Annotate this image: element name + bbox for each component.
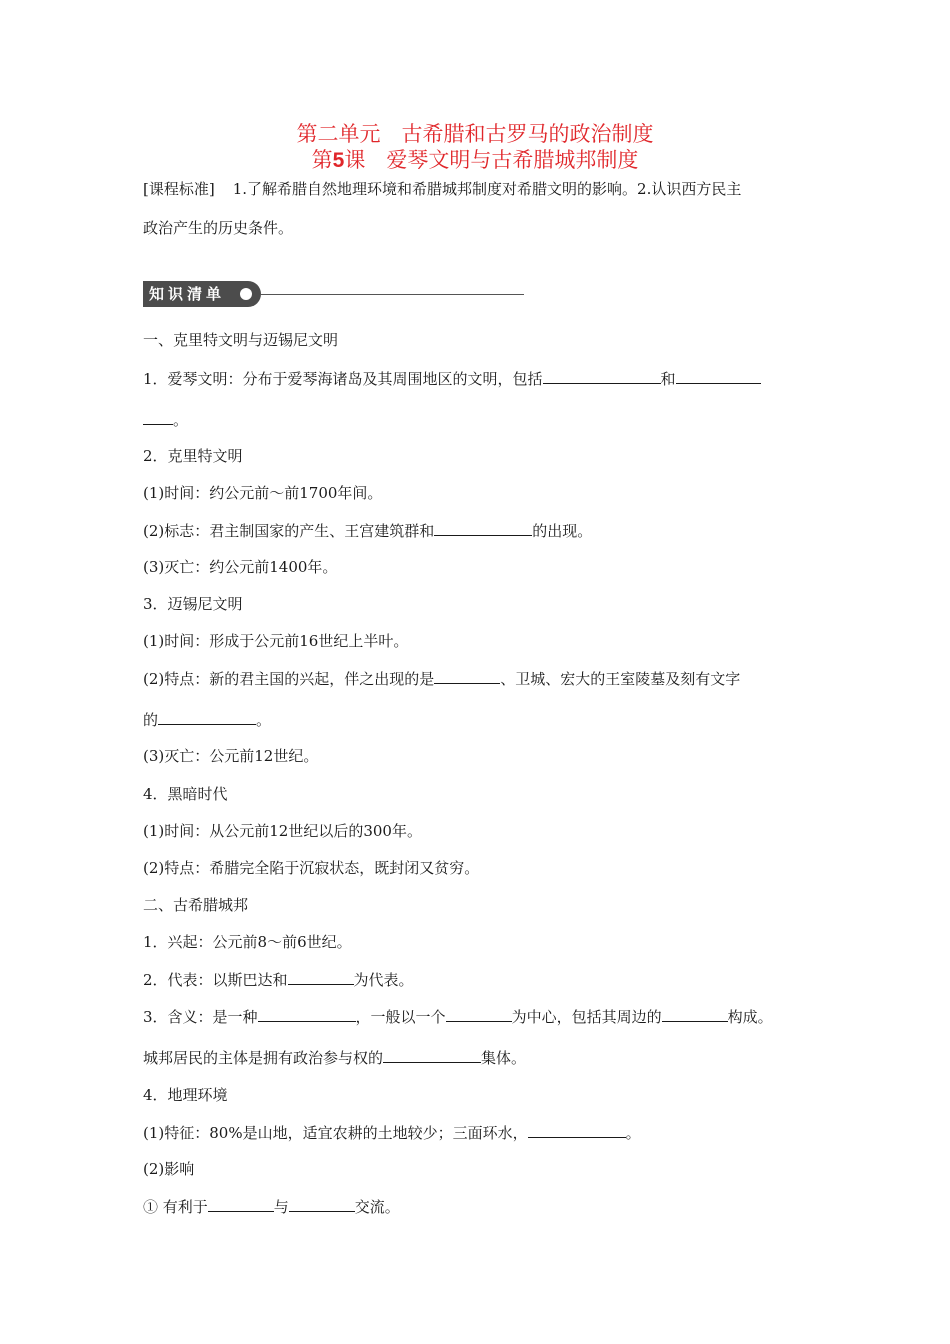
geography-feature [143, 1122, 641, 1143]
course-standard-line-2: 政治产生的历史条件。 [143, 219, 294, 237]
crete-time: (1)时间：约公元前～前1700年间。 [143, 484, 383, 502]
text: 。 [173, 411, 189, 429]
blank[interactable] [288, 969, 354, 985]
text: 与 [273, 1198, 289, 1216]
knowledge-list-badge [143, 281, 261, 307]
crete-mark [143, 520, 592, 541]
bullet-dot-icon [240, 288, 252, 300]
lesson-number: 5 [332, 149, 345, 172]
blank[interactable] [434, 668, 500, 684]
text: 、卫城、宏大的王室陵墓及刻有文字 [500, 670, 741, 688]
lesson-prefix: 第 [311, 148, 333, 172]
text: (2)标志：君主制国家的产生、王宫建筑群和 [143, 522, 435, 540]
mycenae-feature-cont [143, 709, 271, 730]
heading-mycenae: 3．迈锡尼文明 [143, 595, 243, 613]
blank[interactable] [528, 1122, 626, 1138]
mycenae-fall: (3)灭亡：公元前12世纪。 [143, 747, 319, 765]
text: 3．含义：是一种 [143, 1008, 258, 1026]
text: 构成。 [727, 1008, 773, 1026]
heading-crete: 2．克里特文明 [143, 447, 243, 465]
course-standard-line-1 [143, 179, 741, 199]
geography-influence: (2)影响 [143, 1160, 195, 1178]
text: ，一般以一个 [355, 1008, 446, 1026]
blank[interactable] [383, 1047, 481, 1063]
text: ① 有利于 [143, 1198, 208, 1216]
text: 的出现。 [532, 522, 593, 540]
section-divider [261, 294, 524, 295]
lesson-title [0, 148, 950, 173]
text: (2)特点：新的君主国的兴起，伴之出现的是 [143, 670, 435, 688]
blank[interactable] [208, 1196, 274, 1212]
text: 。 [625, 1124, 641, 1142]
mycenae-time: (1)时间：形成于公元前16世纪上半叶。 [143, 632, 409, 650]
dark-age-feature: (2)特点：希腊完全陷于沉寂状态，既封闭又贫穷。 [143, 859, 480, 877]
heading-geography: 4．地理环境 [143, 1086, 228, 1104]
text: 2．代表：以斯巴达和 [143, 971, 288, 989]
text: 和 [660, 370, 676, 388]
blank[interactable] [158, 709, 256, 725]
section-heading-2: 二、古希腊城邦 [143, 896, 249, 914]
paragraph-aegean [143, 368, 761, 389]
blank[interactable] [434, 520, 532, 536]
mycenae-feature [143, 668, 740, 689]
text: 1．爱琴文明：分布于爱琴海诸岛及其周围地区的文明，包括 [143, 370, 543, 388]
badge-label: 知识清单 [149, 285, 226, 303]
geography-influence-1 [143, 1196, 400, 1217]
text: 为中心，包括其周边的 [511, 1008, 662, 1026]
text: 为代表。 [353, 971, 414, 989]
polis-representative [143, 969, 414, 990]
blank[interactable] [446, 1006, 512, 1022]
lesson-title-text: 课 爱琴文明与古希腊城邦制度 [344, 148, 639, 172]
blank[interactable] [258, 1006, 356, 1022]
text: 城邦居民的主体是拥有政治参与权的 [143, 1049, 384, 1067]
polis-meaning [143, 1006, 773, 1027]
text: 集体。 [481, 1049, 527, 1067]
blank[interactable] [143, 409, 173, 425]
heading-dark-age: 4．黑暗时代 [143, 785, 228, 803]
text: 。 [256, 711, 272, 729]
text: 的 [143, 711, 159, 729]
blank[interactable] [289, 1196, 355, 1212]
text: (1)特征：80%是山地，适宜农耕的土地较少；三面环水， [143, 1124, 528, 1142]
course-standard-label: [课程标准] [143, 180, 215, 198]
blank[interactable] [543, 368, 661, 384]
paragraph-aegean-cont [143, 409, 188, 430]
polis-rise: 1．兴起：公元前8～前6世纪。 [143, 933, 352, 951]
unit-title: 第二单元 古希腊和古罗马的政治制度 [296, 122, 654, 146]
text: 交流。 [354, 1198, 400, 1216]
course-standard-text: 1.了解希腊自然地理环境和希腊城邦制度对希腊文明的影响。2.认识西方民主 [232, 180, 742, 198]
section-heading-1: 一、克里特文明与迈锡尼文明 [143, 331, 339, 349]
crete-fall: (3)灭亡：约公元前1400年。 [143, 558, 338, 576]
dark-age-time: (1)时间：从公元前12世纪以后的300年。 [143, 822, 422, 840]
blank[interactable] [676, 368, 761, 384]
polis-meaning-cont [143, 1047, 526, 1068]
blank[interactable] [662, 1006, 728, 1022]
